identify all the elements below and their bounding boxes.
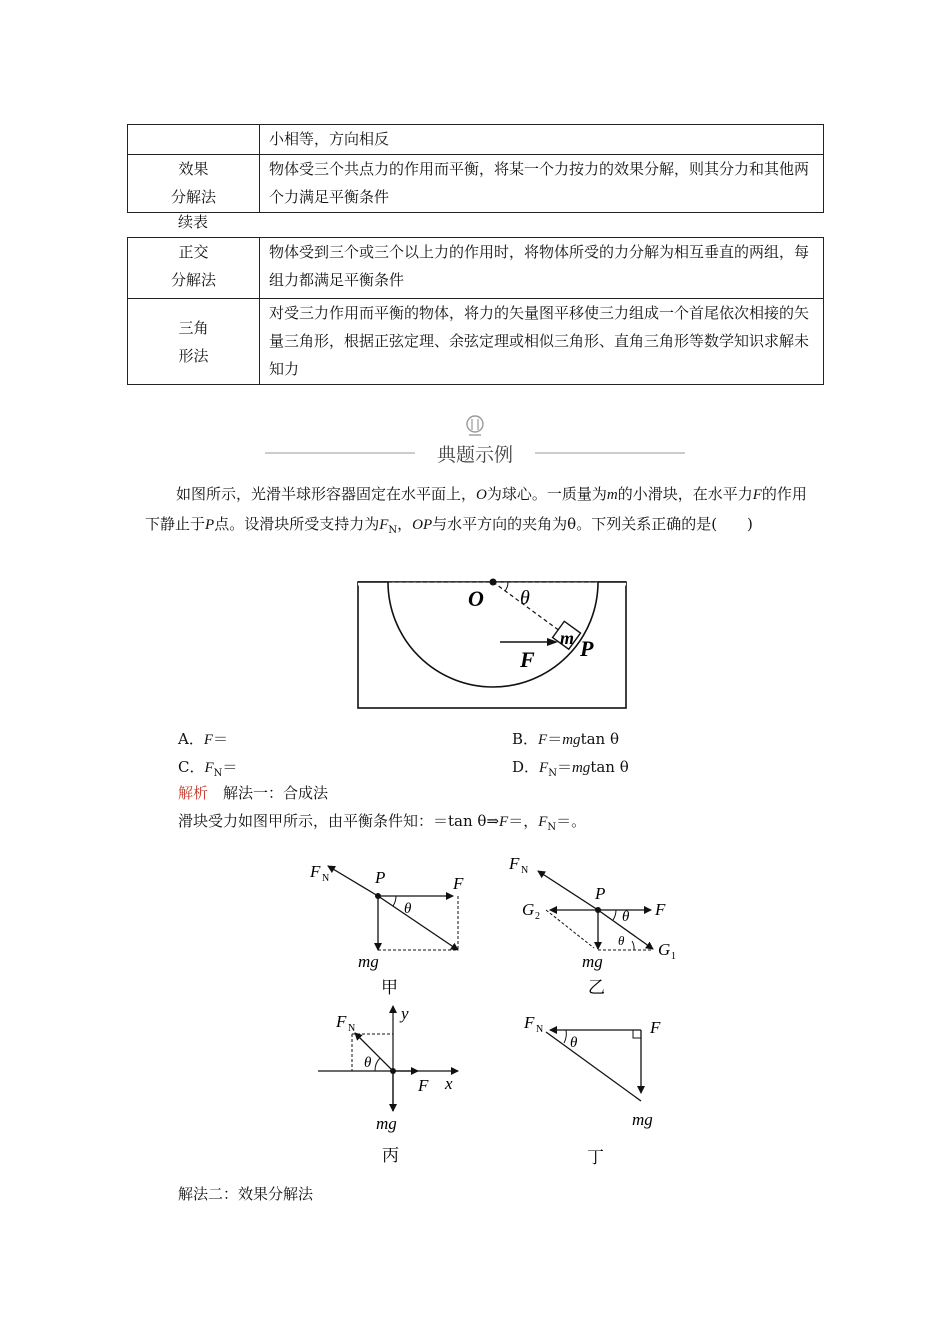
table-key-orthogonal: 正交 分解法 (128, 238, 260, 299)
method-table-top (127, 124, 824, 213)
table-key-effect-decomposition: 效果 分解法 (128, 155, 260, 213)
svg-text:θ: θ (404, 901, 412, 917)
panel-name-bing: 丙 (382, 1146, 399, 1165)
svg-text:mg: mg (376, 1114, 397, 1133)
section-header (265, 408, 685, 472)
solution-method2: 解法二：效果分解法 (178, 1185, 314, 1203)
svg-text:θ: θ (622, 909, 630, 925)
svg-text:mg: mg (358, 952, 379, 971)
svg-text:F: F (310, 862, 321, 881)
option-a[interactable]: A．F＝ (178, 730, 229, 748)
label-O: O (468, 586, 484, 611)
svg-text:mg: mg (632, 1110, 653, 1129)
solution-line: 滑块受力如图甲所示，由平衡条件知：＝tan θ⇒F＝，$F_N=$。 (178, 812, 587, 833)
table-value: 小相等，方向相反 (260, 125, 824, 155)
panel-name-yi: 乙 (588, 978, 605, 997)
diagram-yi (508, 854, 676, 997)
svg-text:N: N (322, 873, 330, 884)
svg-text:F: F (453, 874, 464, 893)
table-key-triangle: 三角 形法 (128, 299, 260, 385)
diagram-ding (523, 1013, 661, 1167)
solution-method1: 解析 解法一：合成法 (178, 784, 329, 802)
hemisphere-container-figure (340, 570, 645, 725)
diagram-bing (318, 1004, 458, 1165)
svg-text:P: P (375, 868, 386, 887)
table-value: 物体受三个共点力的作用而平衡，将某一个力按力的效果分解，则其分力和其他两个力满足平衡条件 (260, 155, 824, 213)
panel-name-jia: 甲 (381, 978, 398, 997)
option-c[interactable]: C．$F_N=$ (178, 758, 238, 779)
svg-text:mg: mg (582, 952, 603, 971)
svg-text:F: F (509, 854, 520, 873)
label-theta: θ (520, 587, 530, 609)
continued-label: 续表 (178, 213, 209, 231)
option-b[interactable]: B．F＝mgtan θ (512, 730, 620, 748)
label-F: F (520, 647, 535, 672)
svg-text:F: F (524, 1013, 535, 1032)
svg-text:N: N (536, 1024, 544, 1035)
svg-text:x: x (445, 1074, 453, 1093)
svg-text:1: 1 (671, 951, 676, 962)
svg-text:F: F (418, 1076, 429, 1095)
svg-text:N: N (348, 1023, 356, 1034)
svg-text:F: F (655, 900, 666, 919)
panel-name-ding: 丁 (587, 1148, 604, 1167)
diagram-jia (309, 862, 464, 997)
svg-text:θ: θ (618, 933, 625, 948)
svg-text:2: 2 (535, 911, 540, 922)
table-key-empty (128, 125, 260, 155)
label-m: m (560, 628, 575, 648)
problem-text: 如图所示，光滑半球形容器固定在水平面上，O为球心。一质量为m的小滑块，在水平力F的作用下静止于P点。设滑块所受支持力为$F_N$，OP与水平方向的夹角为θ。下列关系正确的是( ) (145, 485, 807, 536)
table-value: 对受三力作用而平衡的物体，将力的矢量图平移使三力组成一个首尾依次相接的矢量三角形，根据正弦定理、余弦定理或相似三角形、直角三角形等数学知识求解未知力 (260, 299, 824, 385)
svg-text:F: F (336, 1012, 347, 1031)
svg-text:P: P (595, 884, 606, 903)
force-diagrams-figure (298, 843, 690, 1178)
method-table-bottom (127, 237, 824, 385)
svg-text:y: y (401, 1004, 409, 1023)
label-P: P (580, 636, 594, 661)
svg-text:G: G (658, 940, 671, 959)
svg-text:G: G (522, 900, 535, 919)
svg-text:N: N (521, 865, 529, 876)
table-value: 物体受到三个或三个以上力的作用时，将物体所受的力分解为相互垂直的两组，每组力都满足平衡条件 (260, 238, 824, 299)
svg-text:F: F (650, 1018, 661, 1037)
solution-label: 解析 (178, 784, 209, 802)
section-title: 典题示例 (436, 444, 513, 466)
option-d[interactable]: D．$F_N=mgtan$ θ (512, 758, 629, 779)
svg-text:θ: θ (570, 1035, 578, 1051)
svg-text:θ: θ (364, 1055, 372, 1071)
